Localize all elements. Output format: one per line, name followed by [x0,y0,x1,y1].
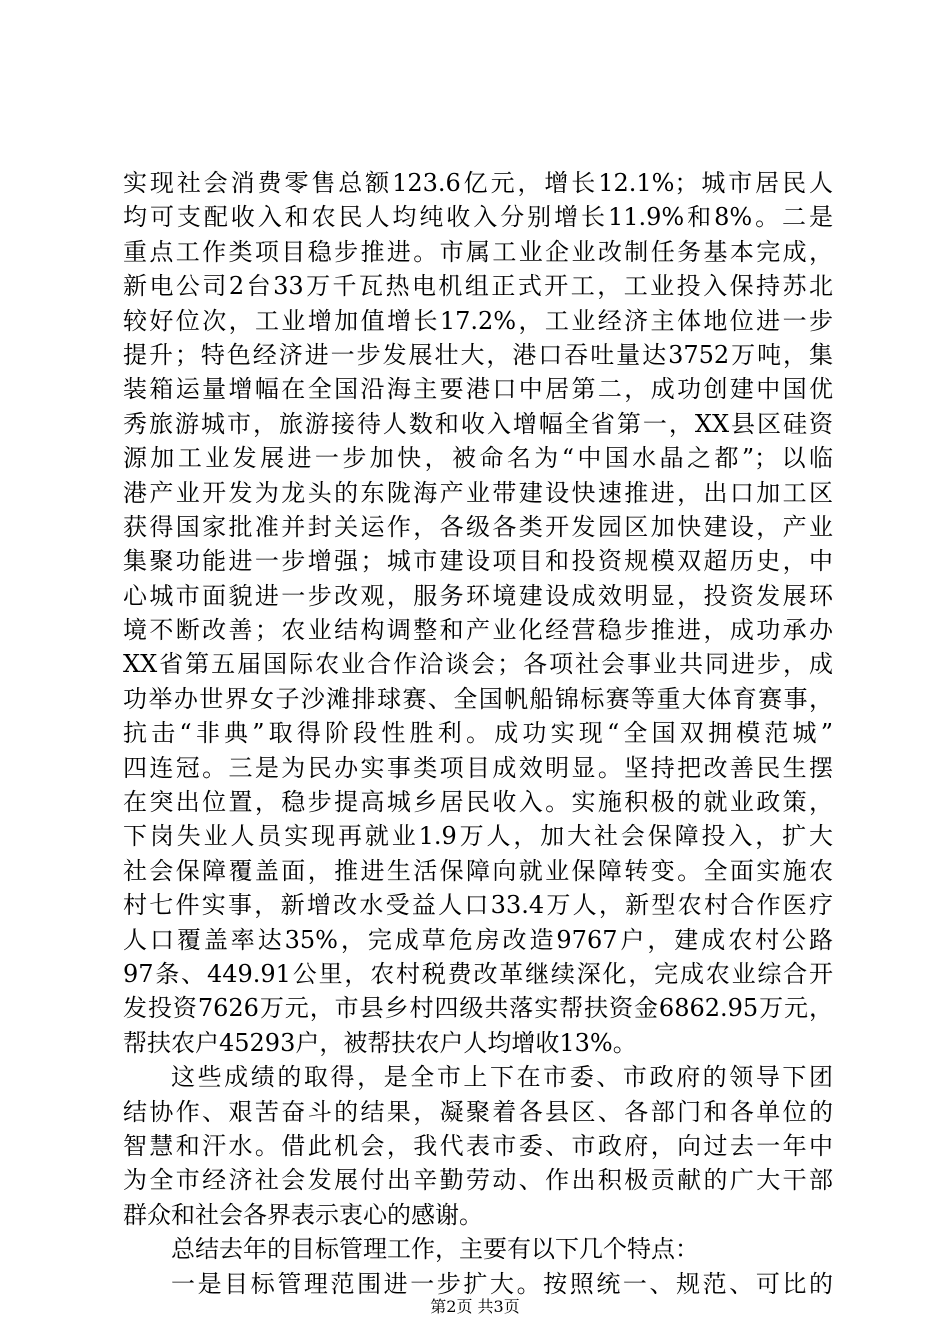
text-line: 结协作、艰苦奋斗的结果，凝聚着各县区、各部门和各单位的 [123,1097,833,1126]
text-line: 帮扶农户45293户，被帮扶农户人均增收13%。 [123,1028,637,1057]
text-line: 获得国家批准并封关运作，各级各类开发园区加快建设，产业 [123,512,833,541]
text-line: 心城市面貌进一步改观，服务环境建设成效明显，投资发展环 [123,581,833,610]
text-line: 均可支配收入和农民人均纯收入分别增长11.9%和8%。二是 [123,203,833,232]
text-line: 下岗失业人员实现再就业1.9万人，加大社会保障投入，扩大 [123,822,833,851]
text-line: 提升；特色经济进一步发展壮大，港口吞吐量达3752万吨，集 [123,340,833,369]
text-line: 群众和社会各界表示衷心的感谢。 [123,1200,483,1229]
text-line: 总结去年的目标管理工作，主要有以下几个特点： [171,1235,699,1264]
text-line: 新电公司2台33万千瓦热电机组正式开工，工业投入保持苏北 [123,272,833,301]
document-body [123,166,833,1301]
text-line: 集聚功能进一步增强；城市建设项目和投资规模双超历史，中 [123,547,833,576]
text-line: 村七件实事，新增改水受益人口33.4万人，新型农村合作医疗 [123,891,833,920]
text-line: 秀旅游城市，旅游接待人数和收入增幅全省第一，XX县区硅资 [123,409,833,438]
text-line: 实现社会消费零售总额123.6亿元，增长12.1%；城市居民人 [123,169,833,197]
text-line: XX省第五届国际农业合作洽谈会；各项社会事业共同进步，成 [123,650,833,679]
text-line: 人口覆盖率达35%，完成草危房改造9767户，建成农村公路 [123,925,833,954]
text-line: 境不断改善；农业结构调整和产业化经营稳步推进，成功承办 [123,616,833,645]
text-line: 重点工作类项目稳步推进。市属工业企业改制任务基本完成， [123,237,833,266]
text-line: 港产业开发为龙头的东陇海产业带建设快速推进，出口加工区 [123,478,833,507]
text-line: 四连冠。三是为民办实事类项目成效明显。坚持把改善民生摆 [123,753,833,782]
text-line: 97条、449.91公里，农村税费改革继续深化，完成农业综合开 [123,959,833,988]
text-line: 较好位次，工业增加值增长17.2%，工业经济主体地位进一步 [123,306,833,335]
text-line: 在突出位置，稳步提高城乡居民收入。实施积极的就业政策， [123,788,833,817]
text-line: 智慧和汗水。借此机会，我代表市委、市政府，向过去一年中 [123,1131,833,1160]
text-line: 抗击“非典”取得阶段性胜利。成功实现“全国双拥模范城” [123,719,833,748]
text-line: 装箱运量增幅在全国沿海主要港口中居第二，成功创建中国优 [123,375,833,404]
page-number: 第2页 共3页 [430,1297,520,1316]
text-line: 这些成绩的取得，是全市上下在市委、市政府的领导下团 [171,1063,833,1092]
text-line: 社会保障覆盖面，推进生活保障向就业保障转变。全面实施农 [123,856,833,885]
text-line: 为全市经济社会发展付出辛勤劳动、作出积极贡献的广大干部 [123,1166,833,1195]
text-line: 一是目标管理范围进一步扩大。按照统一、规范、可比的 [171,1269,833,1298]
text-line: 功举办世界女子沙滩排球赛、全国帆船锦标赛等重大体育赛事， [123,684,833,713]
text-line: 发投资7626万元，市县乡村四级共落实帮扶资金6862.95万元， [123,994,833,1023]
text-line: 源加工业发展进一步加快，被命名为“中国水晶之都”；以临 [123,444,833,473]
